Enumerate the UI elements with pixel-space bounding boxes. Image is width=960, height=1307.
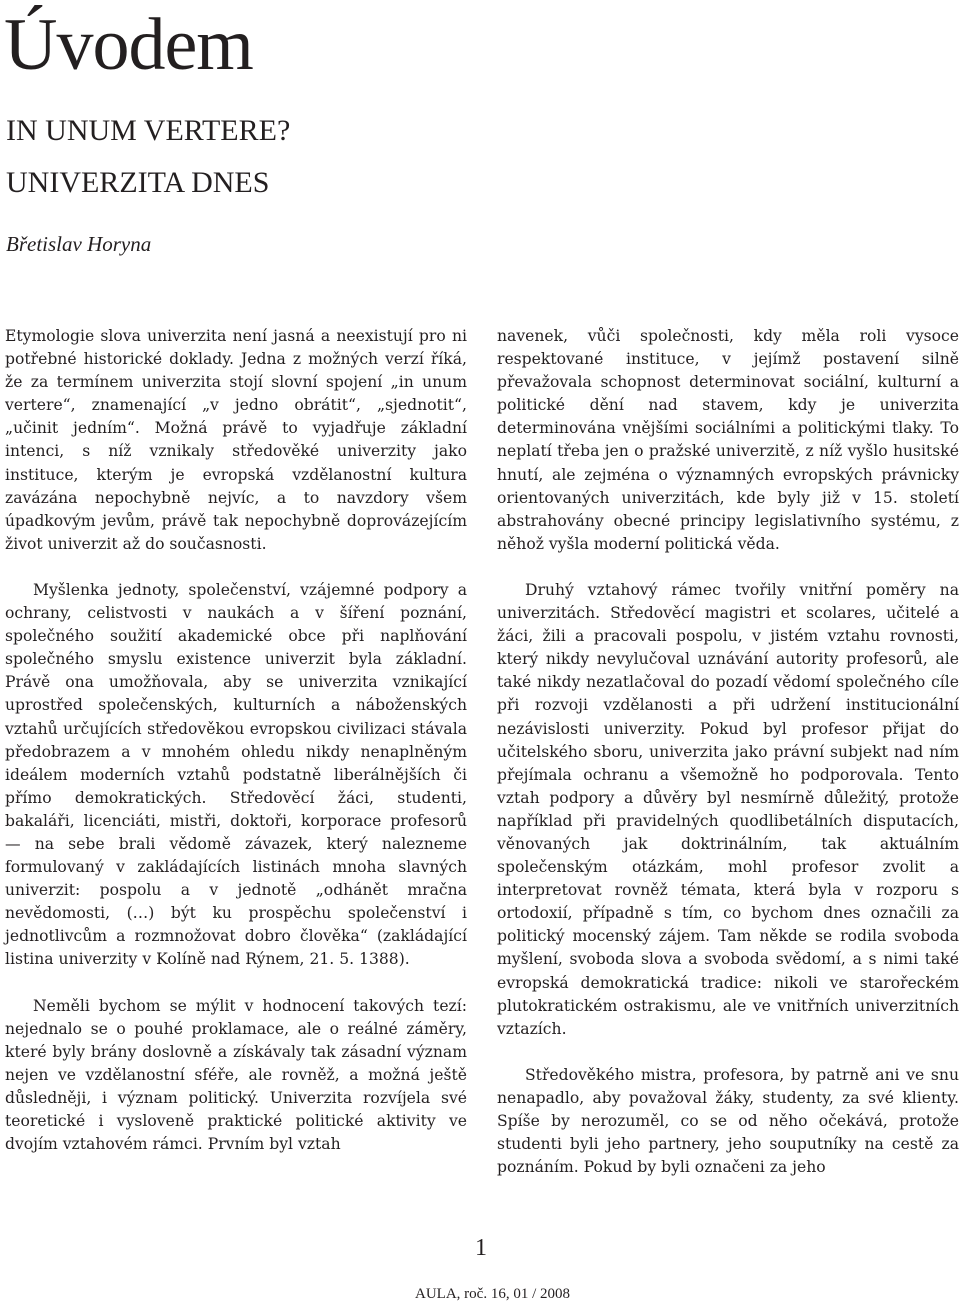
paragraph: Druhý vztahový rámec tvořily vnitřní poměry na univerzitách. Středověcí magistri et scolares, učitelé a žáci, žili a pracovali pospolu, v jistém vztahu rovnosti, který nikdy nevylučoval uznávání autority profesorů, ale také nikdy nezatlačoval do pozadí vědomí společného cíle při rozvoji vzdělanosti a při udržení institucionální nezávislosti univerzity. Pokud byl profesor přijat do učitelského sboru, univerzita jako právní subjekt nad ním přejímala ochranu a všemožně ho podporovala. Tento vztah podpory a důvěry byl nesmírně důležitý, protože například při pravidelných quodlibetálních disputacích, věnovaných jak doktrinálním, tak aktuálním společenským otázkám, mohl profesor zvolit a interpretovat rovněž témata, která byla v rozporu s ortodoxií, případně s tím, co bychom dnes označili za politický mocenský zájem. Tam někde se rodila svoboda myšlení, svoboda slova a svoboda svědomí, a s nimi také evropská demokratická tradice: nikoli ve starořeckém plutokratickém ostrakismu, ale ve vnitřních univerzitních vztazích. [497,580,959,1038]
paragraph: Středověkého mistra, profesora, by patrně ani ve snu nenapadlo, aby považoval žáky, studenty, za své klienty. Spíše by nerozuměl, co se od něho očekává, protože studenti byli jeho partnery, jeho souputníky na cestě za poznáním. Pokud by byli označeni za jeho [497,1065,959,1177]
paragraph: navenek, vůči společnosti, kdy měla roli vysoce respektované instituce, v jejímž postavení silně převažovala schopnost determinovat sociální, kulturní a politické dění nad stavem, kdy je univerzita determinována vnějšími sociálními a politickými tlaky. To neplatí třeba jen o pražské univerzitě, z níž vyšlo husitské hnutí, ale zejména o významných evropských právnicky orientovaných univerzitách, kde byly již v 15. století abstrahovány obecné principy legislativního systému, z něhož vyšla moderní politická věda. [497,327,959,553]
paragraph: Neměli bychom se mýlit v hodnocení takových tezí: nejednalo se o pouhé proklamace, ale o reálné záměry, které byly brány doslovně a získávaly tak zásadní význam nejen ve vzdělanostní sféře, ale rovněž, a možná ještě důsledněji, i význam politický. Univerzita rozvíjela své teoretické i vysloveně praktické politické aktivity ve dvojím vztahovém rámci. Prvním byl vztah [5,996,467,1154]
paragraph: Myšlenka jednoty, společenství, vzájemné podpory a ochrany, celistvosti v naukách a v šíření poznání, společného soužití akademické obce při naplňování společného smyslu existence univerzit byla základní. Právě ona umožňovala, aby se univerzita vznikající uprostřed společenských, kulturních a náboženských vztahů určujících středověkou evropskou civilizaci stávala předobrazem a v mnohém ohledu nikdy nenaplněným ideálem moderních vztahů podstatně liberálnějších či přímo demokratických. Středověcí žáci, studenti, bakaláři, licenciáti, mistři, doktoři, korporace profesorů — na sebe brali vědomě závazek, který nalezneme formulovaný v zakládajících listinách mnoha slavných univerzit: pospolu a v jednotě „odhánět mračna nevědomosti, (…) být ku prospěchu společenství i jednotlivcům a rozmnožovat dobro člověka“ (zakládající listina univerzity v Kolíně nad Rýnem, 21. 5. 1388). [5,580,467,969]
page-number: 1 [475,1235,487,1261]
article-author: Břetislav Horyna [6,232,152,256]
article-title-line-1: IN UNUM VERTERE? [6,114,291,147]
right-column [497,325,959,1202]
article-title [6,105,290,209]
journal-footer: AULA, roč. 16, 01 / 2008 [415,1286,570,1302]
chapter-heading: Úvodem [4,4,253,86]
paragraph: Etymologie slova univerzita není jasná a neexistují pro ni potřebné historické doklady. Jedna z možných verzí říká, že za termínem univerzita stojí slovní spojení „in unum vertere“, znamenající „v jedno obrátit“, „sjednotit“, „učinit jedním“. Možná právě to vyjadřuje základní intenci, s níž vznikaly středověké univerzity jako instituce, kterým je evropská vzdělanostní kultura zavázána nepochybně nejvíc, a to navzdory všem úpadkovým jevům, právě tak nepochybně doprovázejícím život univerzit až do současnosti. [5,327,467,553]
article-title-line-2: UNIVERZITA DNES [6,166,270,199]
left-column [5,325,467,1179]
